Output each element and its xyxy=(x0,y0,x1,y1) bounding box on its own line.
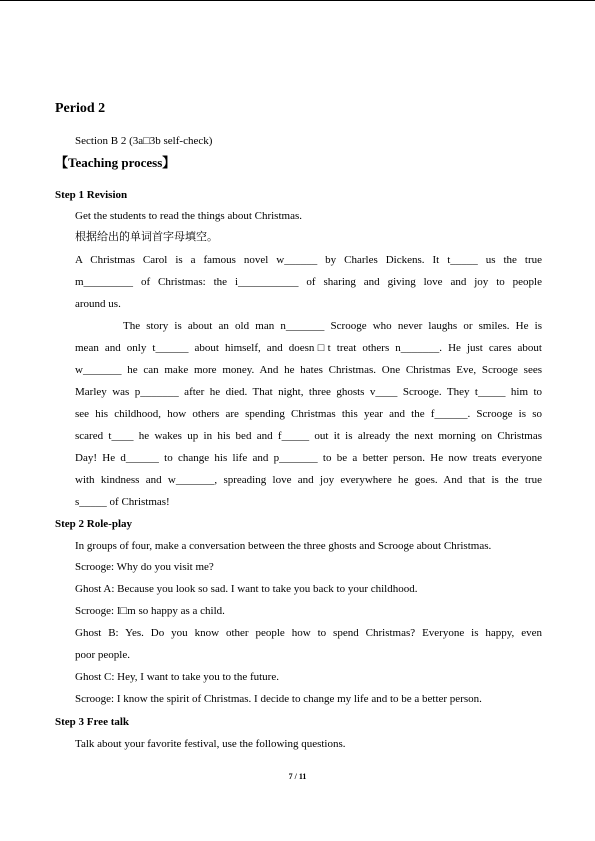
step3-title: Step 3 Free talk xyxy=(55,716,130,728)
section-label: Section B 2 (3a□3b self-check) xyxy=(75,135,213,147)
para2-line: s_____ of Christmas! xyxy=(75,496,170,508)
step1-instruction-zh: 根据给出的单词首字母填空。 xyxy=(75,230,218,243)
step3-instruction: Talk about your favorite festival, use the following questions. xyxy=(75,738,346,750)
para2-line: see his childhood, how others are spending Christmas this year and the f______. Scrooge is so xyxy=(75,408,542,420)
step2-title: Step 2 Role-play xyxy=(55,518,132,530)
para2-line: Marley was p_______ after he died. That night, three ghosts v____ Scrooge. They t_____ him to xyxy=(75,386,542,398)
step2-instruction: In groups of four, make a conversation between the three ghosts and Scrooge about Christmas. xyxy=(75,540,492,552)
para1-line-1: A Christmas Carol is a famous novel w______ by Charles Dickens. It t_____ us the true xyxy=(75,254,542,266)
para2-line: The story is about an old man n_______ Scrooge who never laughs or smiles. He is xyxy=(123,320,542,332)
dialogue-line: Scrooge: Why do you visit me? xyxy=(75,561,214,573)
teaching-process-heading: 【Teaching process】 xyxy=(55,155,176,170)
para2-line: mean and only t______ about himself, and doesn□t treat others n_______. He just cares about xyxy=(75,342,542,354)
dialogue-line: Ghost C: Hey, I want to take you to the future. xyxy=(75,671,279,683)
dialogue-line: Ghost B: Yes. Do you know other people how to spend Christmas? Everyone is happy, even xyxy=(75,627,542,639)
page-number: 7 / 11 xyxy=(288,772,307,781)
step1-title: Step 1 Revision xyxy=(55,189,128,201)
dialogue-line: Scrooge: I know the spirit of Christmas. I decide to change my life and to be a better person. xyxy=(75,693,482,705)
dialogue-line: poor people. xyxy=(75,649,130,661)
dialogue-line: Scrooge: I□m so happy as a child. xyxy=(75,605,225,617)
para2-line: scared t____ he wakes up in his bed and f_____ out it is already the next morning on Christmas xyxy=(75,430,542,442)
para2-line: with kindness and w_______, spreading love and joy everywhere he goes. And that is the true xyxy=(75,474,542,486)
dialogue-line: Ghost A: Because you look so sad. I want to take you back to your childhood. xyxy=(75,583,418,595)
step1-paragraph-1 xyxy=(75,249,542,315)
step2-dialogue xyxy=(75,556,542,710)
period-title: Period 2 xyxy=(55,101,106,116)
step1-paragraph-2 xyxy=(75,315,542,513)
para2-line: w_______ he can make more money. And he hates Christmas. One Christmas Eve, Scrooge sees xyxy=(75,364,542,376)
top-border-line xyxy=(0,0,595,1)
para2-line: Day! He d______ to change his life and p_______ to be a better person. He now treats everyone xyxy=(75,452,542,464)
step1-instruction: Get the students to read the things about Christmas. xyxy=(75,210,302,222)
para1-line-3: around us. xyxy=(75,298,121,310)
para1-line-2: m_________ of Christmas: the i___________ of sharing and giving love and joy to people xyxy=(75,276,542,288)
